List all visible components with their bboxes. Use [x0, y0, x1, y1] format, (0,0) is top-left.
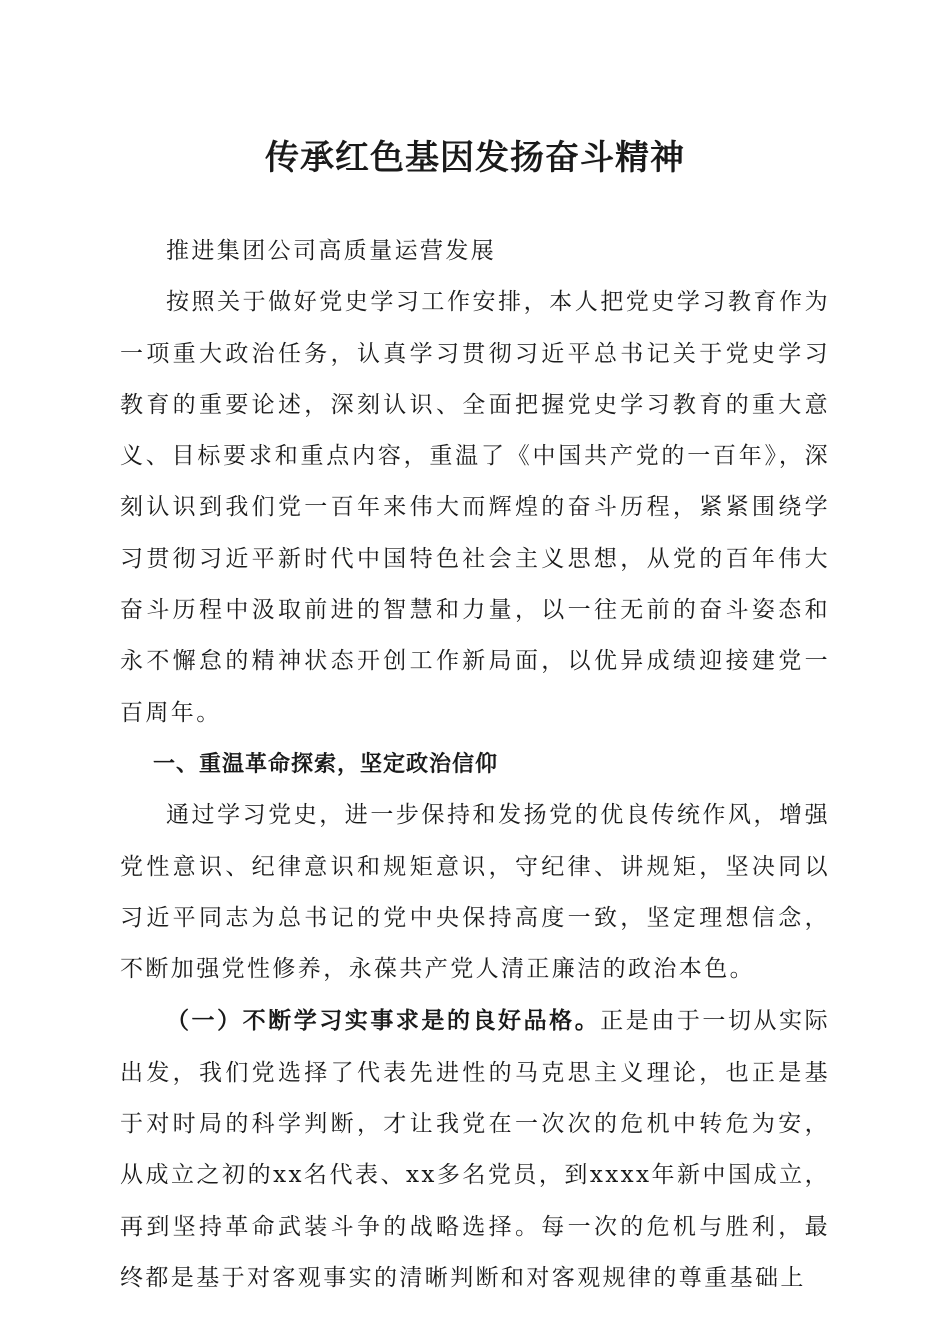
subsection-1-paragraph: [120, 995, 830, 1304]
subsection-1-text: 正是由于一切从实际出发，我们党选择了代表先进性的马克思主义理论，也正是基于对时局的科学判断，才让我党在一次次的危机中转危为安，从成立之初的xx名代表、xx多名党员，到xxxx年新中国成立，再到坚持革命武装斗争的战略选择。每一次的危机与胜利，最终都是基于对客观事实的清晰判断和对客观规律的尊重基础上: [120, 1008, 830, 1291]
document-title: 传承红色基因发扬奋斗精神: [265, 138, 685, 178]
subtitle-line: 推进集团公司高质量运营发展: [166, 238, 497, 264]
subsection-1-lead: （一）不断学习实事求是的良好品格。: [166, 1007, 601, 1035]
intro-paragraph: 按照关于做好党史学习工作安排，本人把党史学习教育作为一项重大政治任务，认真学习贯彻习近平总书记关于党史学习教育的重要论述，深刻认识、全面把握党史学习教育的重大意义、目标要求和重点内容，重温了《中国共产党的一百年》，深刻认识到我们党一百年来伟大而辉煌的奋斗历程，紧紧围绕学习贯彻习近平新时代中国特色社会主义思想，从党的百年伟大奋斗历程中汲取前进的智慧和力量，以一往无前的奋斗姿态和永不懈怠的精神状态开创工作新局面，以优异成绩迎接建党一百周年。: [120, 289, 830, 726]
document-body: [120, 226, 830, 1304]
section-1-heading: 一、重温革命探索，坚定政治信仰: [153, 751, 499, 777]
section-1-paragraph: 通过学习党史，进一步保持和发扬党的优良传统作风，增强党性意识、纪律意识和规矩意识，守纪律、讲规矩，坚决同以习近平同志为总书记的党中央保持高度一致，坚定理想信念，不断加强党性修养，永葆共产党人清正廉洁的政治本色。: [120, 802, 830, 983]
